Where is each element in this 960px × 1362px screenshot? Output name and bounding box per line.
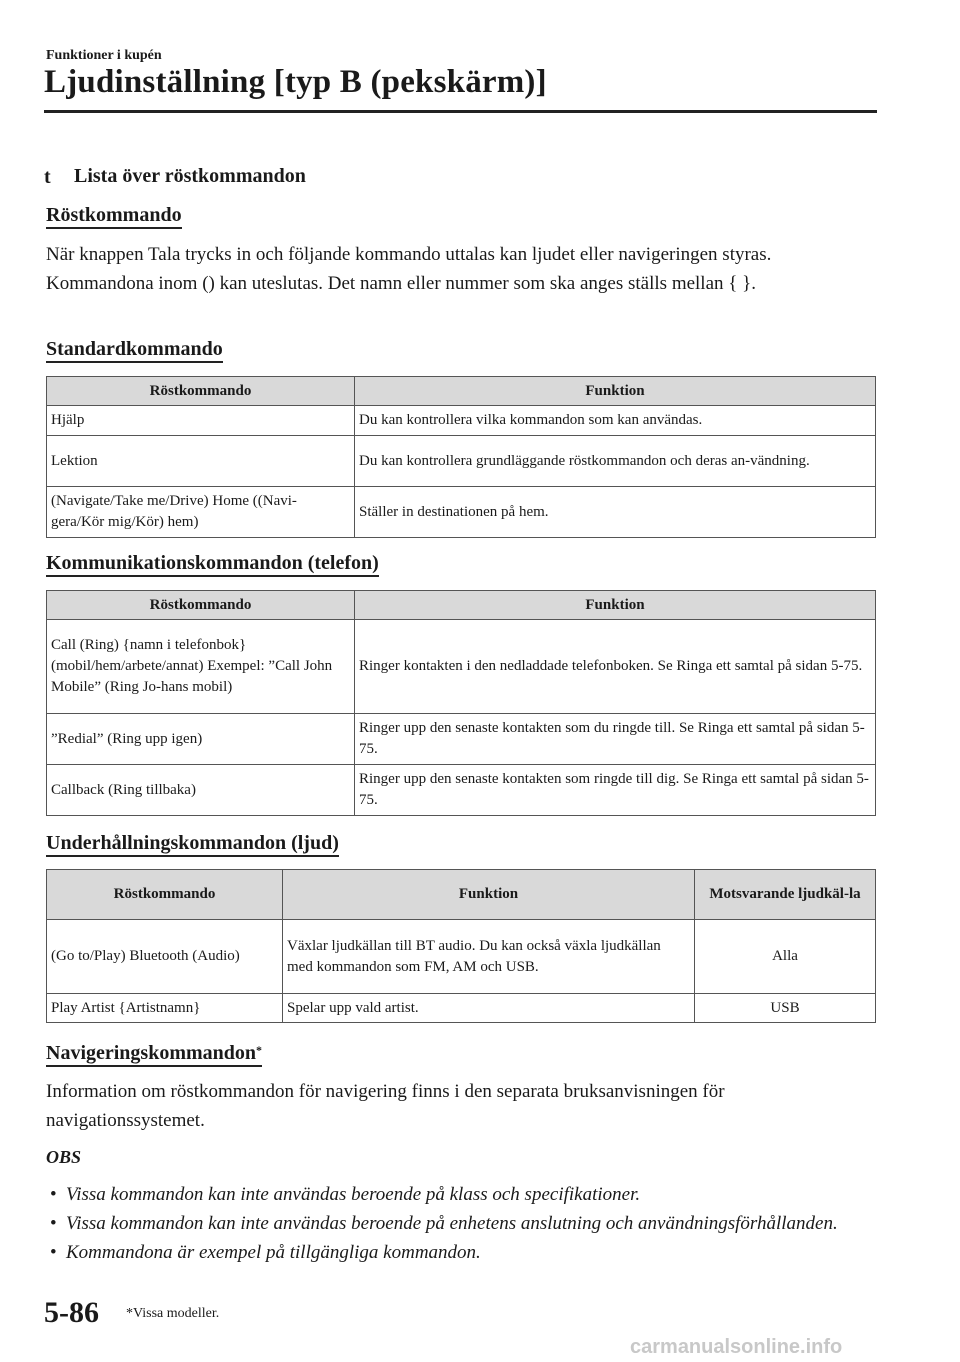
- table-row: [47, 487, 876, 538]
- model-footnote-mark: *: [256, 1043, 263, 1057]
- cell-command: Callback (Ring tillbaka): [47, 765, 355, 816]
- table-row: [47, 406, 876, 436]
- navigation-heading: [46, 1042, 262, 1067]
- list-item: [46, 1238, 866, 1267]
- title-rule: [44, 110, 877, 113]
- navigation-heading-wrap: [46, 1041, 262, 1065]
- entertainment-heading-wrap: [46, 831, 339, 855]
- cell-command: Hjälp: [47, 406, 355, 436]
- bullet-icon: •: [50, 1184, 57, 1205]
- cell-command: (Navigate/Take me/Drive) Home ((Navi-gera/Kör mig/Kör) hem): [47, 487, 355, 538]
- communication-table: [46, 590, 876, 816]
- table-row: [47, 620, 876, 714]
- list-bullet-icon: t: [44, 166, 51, 188]
- standard-table: [46, 376, 876, 538]
- cell-function: Växlar ljudkällan till BT audio. Du kan också växla ljudkällan med kommandon som FM, AM och USB.: [283, 920, 695, 994]
- communication-heading-wrap: [46, 551, 379, 575]
- cell-function: Ringer kontakten i den nedladdade telefonboken. Se Ringa ett samtal på sidan 5-75.: [355, 620, 876, 714]
- navigation-paragraph: Information om röstkommandon för navigering finns i den separata bruksanvisningen för navigationssystemet.: [46, 1081, 725, 1131]
- table-row: [47, 994, 876, 1023]
- table-row: [47, 920, 876, 994]
- cell-source: Alla: [695, 920, 876, 994]
- col-header-command: Röstkommando: [47, 377, 355, 406]
- cell-command: Lektion: [47, 436, 355, 487]
- col-header-command: Röstkommando: [47, 870, 283, 920]
- cell-function: Du kan kontrollera grundläggande röstkommandon och deras an-vändning.: [355, 436, 876, 487]
- cell-command: Call (Ring) {namn i telefonbok} (mobil/hem/arbete/annat) Exempel: ”Call John Mobile” (Ring Jo-hans mobil): [47, 620, 355, 714]
- communication-heading: Kommunikationskommandon (telefon): [46, 552, 379, 577]
- cell-function: Ställer in destinationen på hem.: [355, 487, 876, 538]
- list-item: [46, 1180, 866, 1209]
- cell-command: ”Redial” (Ring upp igen): [47, 714, 355, 765]
- cell-function: Ringer upp den senaste kontakten som du ringde till. Se Ringa ett samtal på sidan 5-75.: [355, 714, 876, 765]
- col-header-source: Motsvarande ljudkäl-la: [695, 870, 876, 920]
- obs-item-text: Vissa kommandon kan inte användas beroende på klass och specifikationer.: [66, 1184, 641, 1205]
- cell-source: USB: [695, 994, 876, 1023]
- page-title: Ljudinställning [typ B (pekskärm)]: [44, 64, 547, 100]
- cell-command: (Go to/Play) Bluetooth (Audio): [47, 920, 283, 994]
- obs-item-text: Vissa kommandon kan inte användas beroende på enhetens anslutning och användningsförhållanden.: [66, 1213, 838, 1234]
- voice-command-heading: Röstkommando: [46, 204, 182, 229]
- footnote: *Vissa modeller.: [126, 1306, 220, 1321]
- obs-label: OBS: [46, 1147, 82, 1167]
- section-label: Funktioner i kupén: [46, 48, 162, 63]
- entertainment-heading: Underhållningskommandon (ljud): [46, 832, 339, 857]
- cell-function: Spelar upp vald artist.: [283, 994, 695, 1023]
- table-row: [47, 714, 876, 765]
- list-heading: Lista över röstkommandon: [74, 165, 306, 187]
- voice-command-heading-wrap: [46, 203, 182, 227]
- voice-command-paragraph: När knappen Tala trycks in och följande kommando uttalas kan ljudet eller navigeringen styras. Kommandona inom () kan uteslutas. Det namn eller nummer som ska anges ställs mellan { }.: [46, 244, 772, 294]
- page-number: 5-86: [44, 1296, 99, 1329]
- list-item: [46, 1209, 866, 1238]
- col-header-command: Röstkommando: [47, 591, 355, 620]
- cell-command: Play Artist {Artistnamn}: [47, 994, 283, 1023]
- col-header-function: Funktion: [355, 377, 876, 406]
- watermark: carmanualsonline.info: [630, 1336, 843, 1358]
- standard-heading-wrap: [46, 337, 223, 361]
- obs-item-text: Kommandona är exempel på tillgängliga kommandon.: [66, 1242, 481, 1263]
- standard-heading: Standardkommando: [46, 338, 223, 363]
- navigation-heading-text: Navigeringskommandon: [46, 1042, 257, 1064]
- table-row: [47, 765, 876, 816]
- obs-list: [46, 1180, 866, 1267]
- entertainment-table: [46, 869, 876, 1023]
- col-header-function: Funktion: [355, 591, 876, 620]
- table-row: [47, 436, 876, 487]
- cell-function: Ringer upp den senaste kontakten som ringde till dig. Se Ringa ett samtal på sidan 5-75.: [355, 765, 876, 816]
- col-header-function: Funktion: [283, 870, 695, 920]
- bullet-icon: •: [50, 1213, 57, 1234]
- cell-function: Du kan kontrollera vilka kommandon som kan användas.: [355, 406, 876, 436]
- bullet-icon: •: [50, 1242, 57, 1263]
